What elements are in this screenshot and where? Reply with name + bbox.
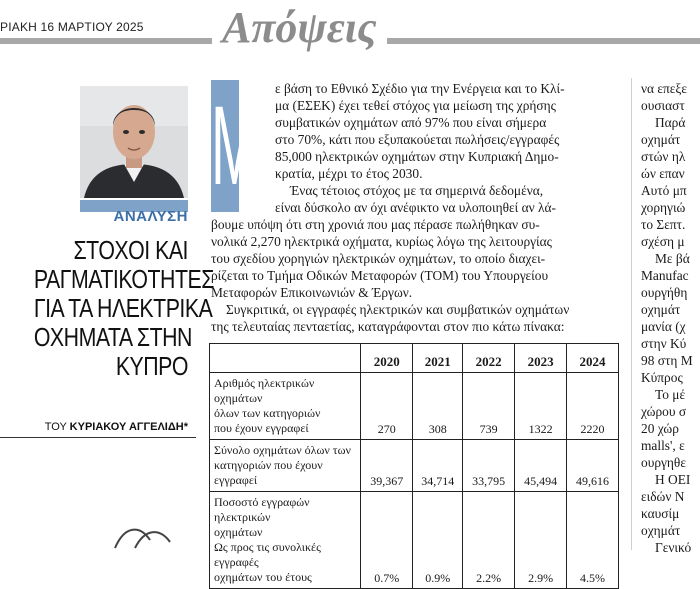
right-column-line: Παρά: [655, 115, 686, 130]
right-column-line: ουργήθη: [641, 285, 688, 300]
right-column-line: 20 χώρ: [641, 421, 679, 436]
table-cell: 1322: [515, 373, 567, 440]
right-column-line: μανία (χ: [641, 319, 686, 334]
paragraph-1-line: 85,000 ηλεκτρικών οχημάτων στην Κυπριακή Δημο-: [275, 149, 559, 164]
right-column-line: Με βά: [655, 251, 690, 266]
section-title: Απόψεις: [212, 2, 387, 54]
table-header-row: [210, 344, 619, 373]
table-cell: 739: [463, 373, 515, 440]
right-column-line: ουργηθε: [641, 455, 686, 470]
table-row: [210, 373, 619, 440]
year-header: 2023: [515, 344, 567, 373]
row-label-line: Αριθμός ηλεκτρικών οχημάτων: [214, 376, 315, 405]
right-column-line: οχημάτ: [641, 132, 681, 147]
paragraph-2-line: βουμε υπόψη ότι στη χρονιά που μας πέρασε πωλήθηκαν συ-: [211, 217, 540, 232]
paragraph-1-line: κρατία, μέχρι το έτος 2030.: [275, 166, 423, 181]
year-header: 2020: [361, 344, 413, 373]
right-column-line: καυσίμ: [641, 506, 680, 521]
headline-line-2: ΡΑΓΜΑΤΙΚΟΤΗΤΕΣ: [33, 264, 214, 294]
paragraph-1-line: μα (ΕΣΕΚ) έχει τεθεί στόχος για μείωση της χρήσης: [275, 98, 556, 113]
right-column-line: οχημάτ: [641, 302, 681, 317]
right-column-line: Το μέ: [655, 387, 686, 402]
paragraph-2-line: Μεταφορών Επικοινωνιών & Έργων.: [211, 285, 413, 300]
paragraph-2-line: του σχεδίου χορηγιών ηλεκτρικών οχημάτων, το οποίο διαχει-: [211, 251, 546, 266]
author-photo: [80, 86, 188, 198]
right-column-line: το Σεπτ.: [641, 217, 686, 232]
headline-line-1: ΣΤΟΧΟΙ ΚΑΙ: [73, 235, 188, 265]
headline-line-3: ΓΙΑ ΤΑ ΗΛΕΚΤΡΙΚΑ: [33, 293, 213, 323]
right-column-line: ών επαν: [641, 166, 685, 181]
table-row: [210, 492, 619, 589]
row-label-line: οχημάτων: [214, 525, 263, 539]
table-cell: 4.5%: [567, 492, 619, 589]
table-cell: 2.9%: [515, 492, 567, 589]
right-column-line: Manufac: [641, 268, 689, 283]
table-cell: 270: [361, 373, 413, 440]
right-column-line: ειδών Ν: [641, 489, 685, 504]
right-column-line: χορηγιώ: [641, 200, 686, 215]
table-cell: 45,494: [515, 440, 567, 492]
table-cell: 2220: [567, 373, 619, 440]
table-cell: 39,367: [361, 440, 413, 492]
right-column-line: χώρου σ: [641, 404, 687, 419]
paragraph-1-line: συμβατικών οχημάτων από 97% που είναι σήμερα: [275, 115, 547, 130]
right-column-line: σχέση μ: [641, 234, 685, 249]
byline-rule: [0, 437, 196, 438]
paragraph-1-line: ε βάση το Εθνικό Σχέδιο για την Ενέργεια και το Κλί-: [275, 81, 565, 96]
table-cell: 0.9%: [413, 492, 463, 589]
right-column-line: οχημάτ: [641, 523, 681, 538]
table-cell: 33,795: [463, 440, 515, 492]
right-column-line: malls', ε: [641, 438, 685, 453]
ev-registrations-table: [209, 343, 619, 589]
row-label: [210, 373, 361, 440]
table-cell: 34,714: [413, 440, 463, 492]
right-column-line: να επεξε: [641, 81, 688, 96]
table-corner-cell: [210, 344, 361, 373]
row-label-line: οχημάτων του έτους: [214, 570, 312, 584]
row-label-line: Σύνολο οχημάτων όλων των: [214, 443, 351, 457]
issue-date: ΡΙΑΚΗ 16 ΜΑΡΤΙΟΥ 2025: [0, 20, 144, 34]
right-column-line: Γενικό: [655, 540, 692, 555]
drop-cap: Μ: [211, 80, 239, 212]
table-row: [210, 440, 619, 492]
right-column-line: Η ΟΕΙ: [655, 472, 691, 487]
byline-prefix: ΤΟΥ: [44, 421, 67, 433]
paragraph-2-line: νολικά 2,270 ηλεκτρικά οχήματα, κυρίως λόγω της λειτουργίας: [211, 234, 552, 249]
row-label-line: Ποσοστό εγγραφών ηλεκτρικών: [214, 495, 310, 524]
right-column-line: Κύπρος: [641, 370, 683, 385]
table-cell: 308: [413, 373, 463, 440]
paragraph-2-line: είναι δύσκολο αν όχι ανέφικτο να υλοποιηθεί αν λά-: [275, 200, 556, 215]
right-column-line: στην Κύ: [641, 336, 687, 351]
paragraph-2-line: Ένας τέτοιος στόχος με τα σημερινά δεδομένα,: [290, 183, 544, 198]
paragraph-3-line: Συγκριτικά, οι εγγραφές ηλεκτρικών και συμβατικών οχημάτων: [226, 302, 570, 317]
row-label: [210, 492, 361, 589]
table-cell: 2.2%: [463, 492, 515, 589]
decorative-swirl-icon: [110, 520, 190, 550]
year-header: 2024: [567, 344, 619, 373]
row-label-line: Ως προς τις συνολικές εγγραφές: [214, 540, 321, 569]
headline-line-5: ΚΥΠΡΟ: [115, 351, 188, 381]
rubric-label: ΑΝΑΛΥΣΗ: [113, 208, 188, 225]
right-column-line: ουσιαστ: [641, 98, 685, 113]
right-column-line: 98 στη Μ: [641, 353, 693, 368]
row-label: [210, 440, 361, 492]
paragraph-2-line: ρίζεται το Τμήμα Οδικών Μεταφορών (ΤΟΜ) του Υπουργείου: [211, 268, 549, 283]
row-label-line: όλων των κατηγοριών: [214, 406, 321, 420]
right-column-line: στών ηλ: [641, 149, 686, 164]
row-label-line: κατηγοριών που έχουν εγγραφεί: [214, 458, 323, 487]
paragraph-3-line: της τελευταίας πενταετίας, καταγράφονται στον πιο κάτω πίνακα:: [211, 319, 565, 334]
year-header: 2021: [413, 344, 463, 373]
right-column-line: Αυτό μπ: [641, 183, 687, 198]
table-cell: 49,616: [567, 440, 619, 492]
row-label-line: που έχουν εγγραφεί: [214, 421, 309, 435]
byline: [0, 421, 188, 433]
table-cell: 0.7%: [361, 492, 413, 589]
headline-line-4: ΟΧΗΜΑΤΑ ΣΤΗΝ: [33, 322, 192, 352]
column-rule: [631, 78, 632, 550]
paragraph-1-line: στο 70%, κάτι που εξυπακούεται πωλήσεις/εγγραφές: [275, 132, 560, 147]
year-header: 2022: [463, 344, 515, 373]
byline-author: ΚΥΡΙΑΚΟΥ ΑΓΓΕΛΙΔΗ*: [69, 421, 188, 433]
